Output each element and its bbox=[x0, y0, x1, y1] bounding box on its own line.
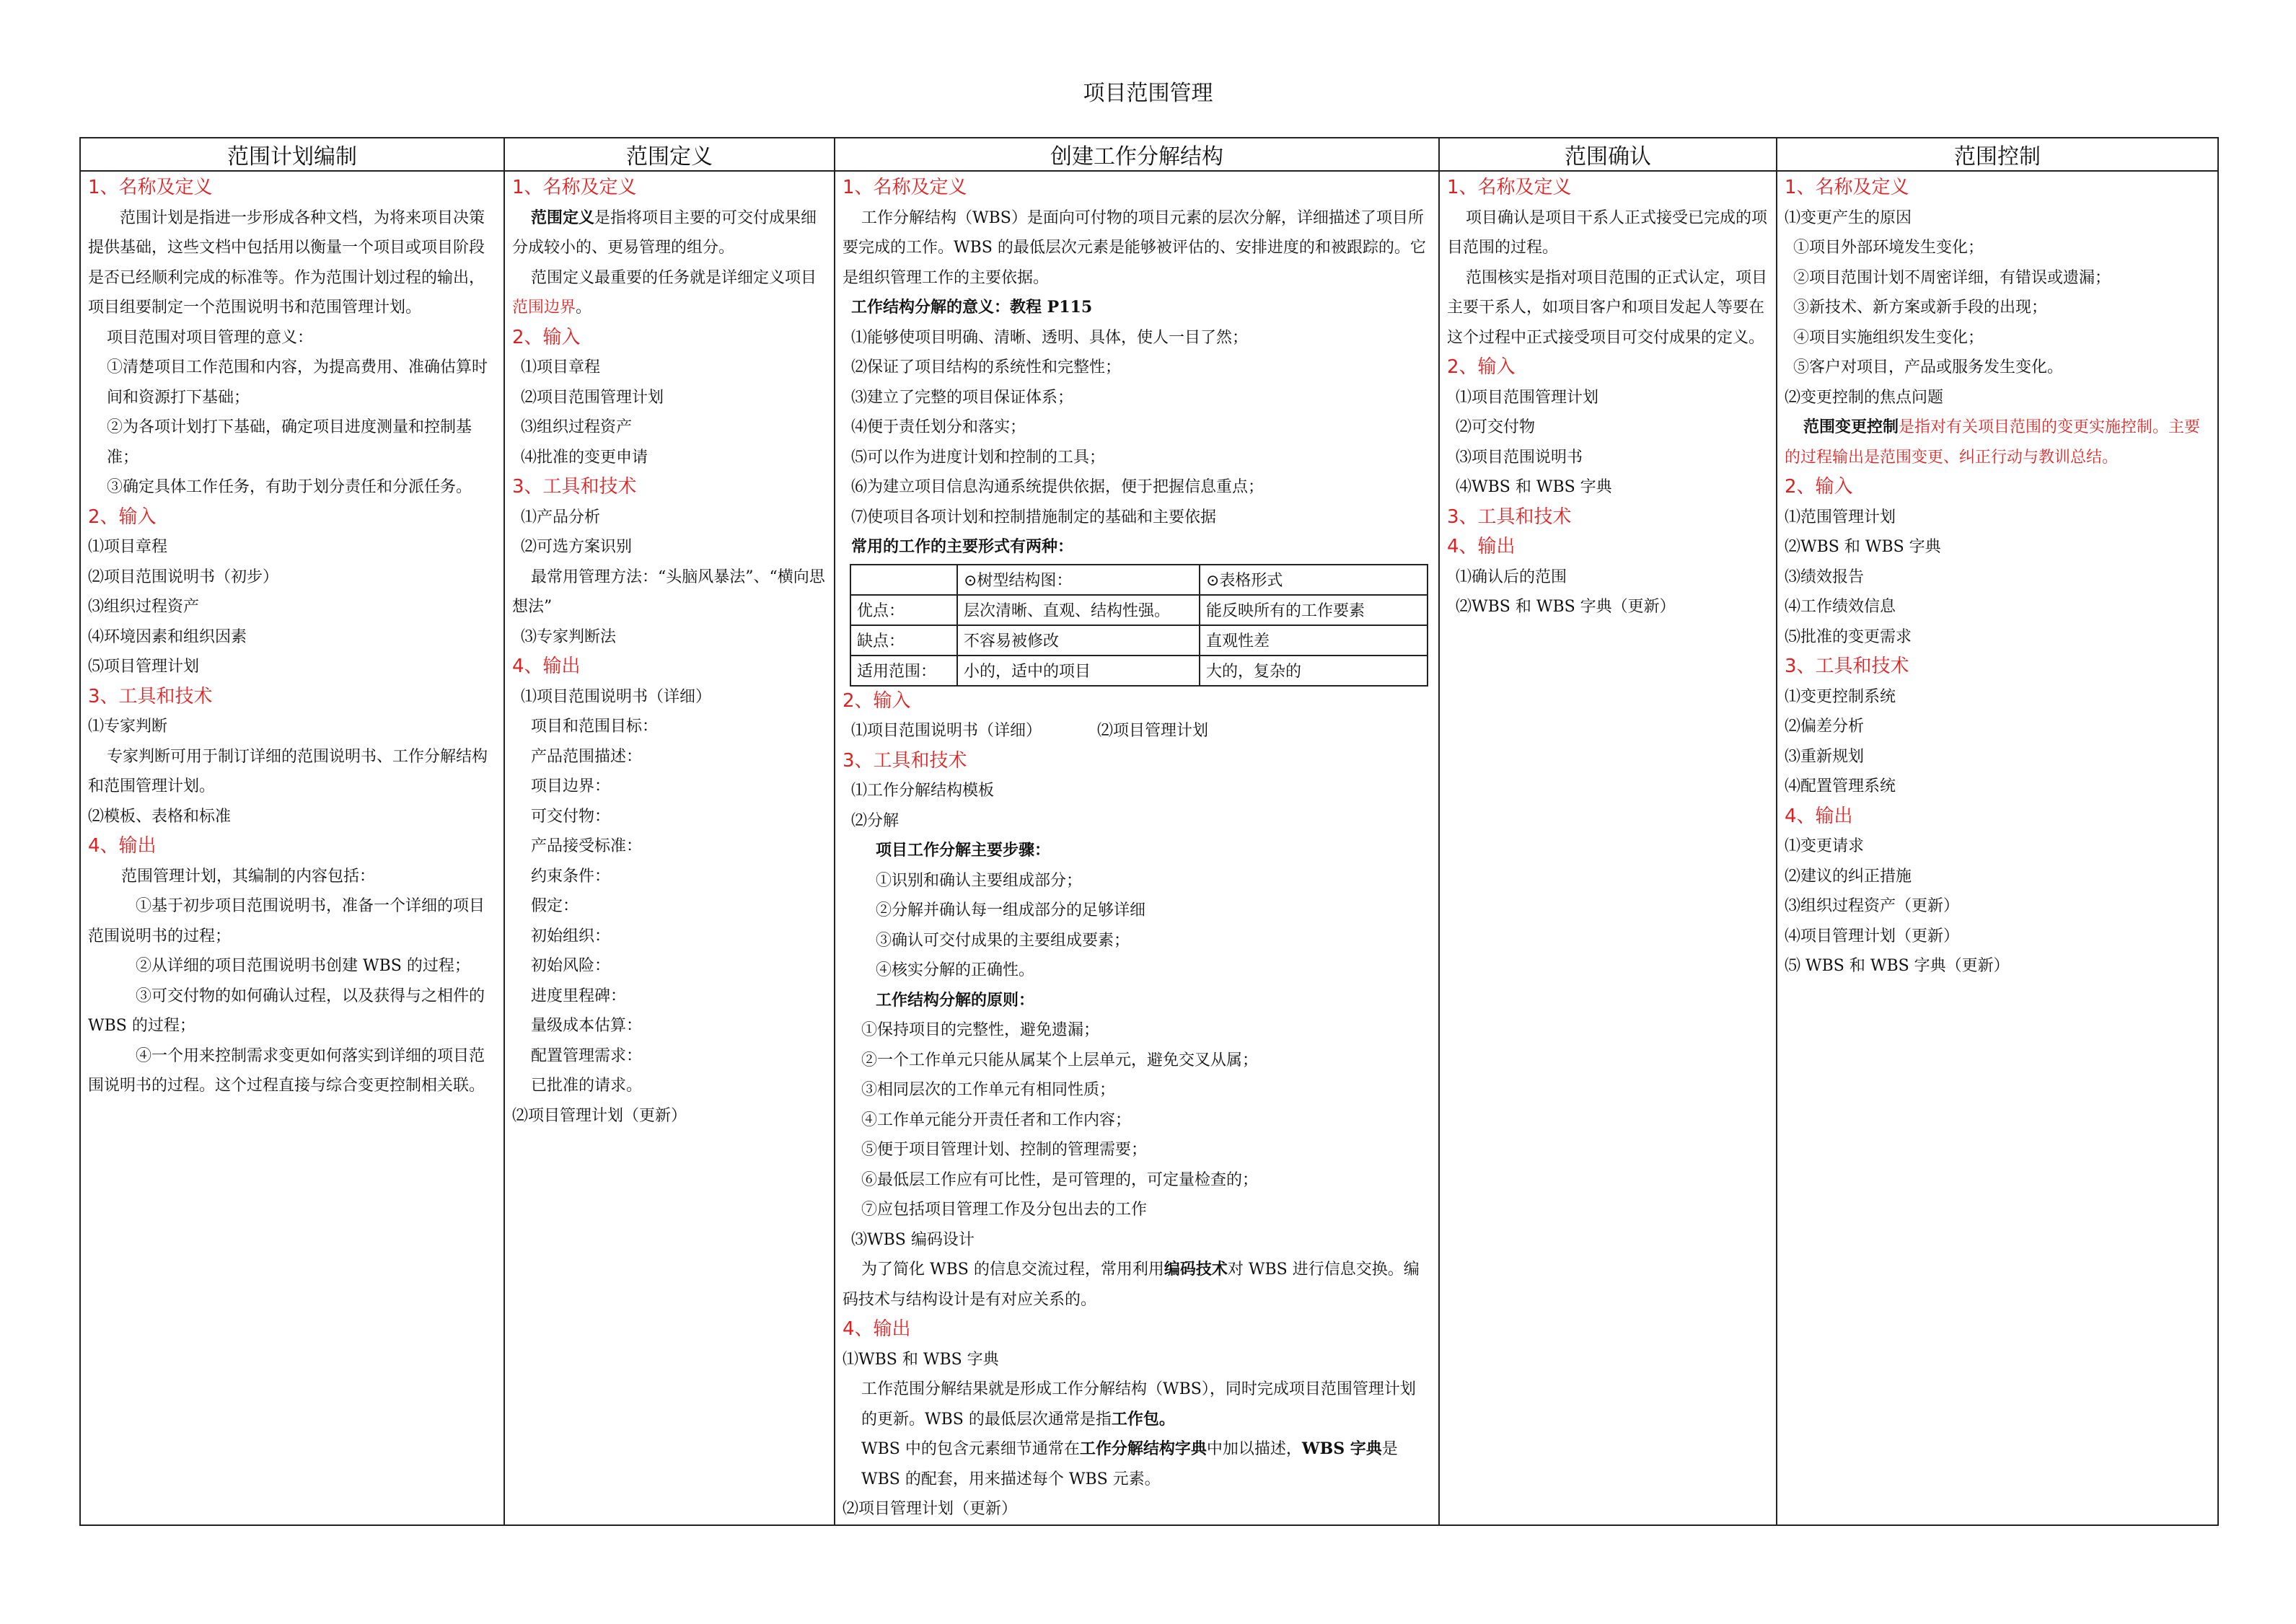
header-row bbox=[80, 138, 2218, 171]
text-line: 项目和范围目标： bbox=[531, 718, 659, 736]
text-span: WBS 中的包含元素细节通常在 bbox=[861, 1440, 1080, 1458]
text-line: ①基于初步项目范围说明书，准备一个详细的项目范围说明书的过程； bbox=[88, 897, 485, 945]
text-line: ⑶组织过程资产 bbox=[521, 418, 633, 436]
table-cell: 小的，适中的项目 bbox=[957, 656, 1200, 686]
text-line: ⑶WBS 编码设计 bbox=[851, 1230, 975, 1249]
text-span: 是 WBS 的配套，用来描述每个 WBS 元素。 bbox=[861, 1440, 1398, 1488]
page-title: 项目范围管理 bbox=[1083, 81, 1213, 106]
text-line: ⑤便于项目管理计划、控制的管理需要； bbox=[861, 1141, 1148, 1159]
section-heading: 2、输入 bbox=[88, 506, 157, 528]
table-cell: ⊙表格形式 bbox=[1200, 565, 1428, 595]
text-line: ①项目外部环境发生变化； bbox=[1793, 239, 1984, 257]
text-line: 常用的工作的主要形式有两种： bbox=[851, 537, 1074, 556]
text-span: 工作包。 bbox=[1111, 1409, 1175, 1429]
text-line: 项目工作分解主要步骤： bbox=[876, 841, 1051, 860]
text-line: ⑵项目管理计划（更新） bbox=[843, 1500, 1018, 1518]
text-line: ⑶组织过程资产 bbox=[88, 598, 200, 616]
text-span: 对 WBS 进行信息交换。编码技术与结构设计是有对应关系的。 bbox=[843, 1261, 1420, 1309]
section-heading: 3、工具和技术 bbox=[1785, 656, 1909, 677]
text-line: ⑷配置管理系统 bbox=[1785, 777, 1896, 795]
table-cell: 能反映所有的工作要素 bbox=[1200, 595, 1428, 625]
text-line: ⑵偏差分析 bbox=[1785, 718, 1865, 736]
text-line: ⑴能够使项目明确、清晰、透明、具体，使人一目了然； bbox=[851, 328, 1249, 347]
text-line: ⑷便于责任划分和落实； bbox=[851, 418, 1026, 436]
text-line: 可交付物： bbox=[531, 807, 611, 826]
table-cell: 优点： bbox=[850, 595, 957, 625]
column-scope-verification bbox=[1439, 171, 1777, 1525]
section-heading: 4、输出 bbox=[1785, 805, 1853, 827]
text-line: ⑴变更控制系统 bbox=[1785, 687, 1896, 706]
text-span: 工作分解结构字典 bbox=[1079, 1439, 1207, 1458]
section-heading: 1、名称及定义 bbox=[1447, 177, 1572, 198]
text-line: ⑴确认后的范围 bbox=[1456, 568, 1567, 586]
text-line: ⑵建议的纠正措施 bbox=[1785, 867, 1912, 886]
text-line: ③新技术、新方案或新手段的出现； bbox=[1793, 299, 2048, 317]
text-line: 工作结构分解的原则： bbox=[876, 990, 1035, 1010]
section-heading: 4、输出 bbox=[1447, 536, 1516, 557]
text-line: 范围管理计划，其编制的内容包括： bbox=[121, 867, 376, 886]
text-line: 项目范围对项目管理的意义： bbox=[107, 328, 314, 347]
table-cell: 适用范围： bbox=[850, 656, 957, 686]
text-line bbox=[843, 1374, 1431, 1434]
text-line: ⑵变更控制的焦点问题 bbox=[1785, 388, 1944, 407]
text-line: ⑹为建立项目信息沟通系统提供依据，便于把握信息重点； bbox=[851, 478, 1264, 496]
text-span: 范围定义 bbox=[531, 208, 595, 227]
column-scope-definition bbox=[504, 171, 835, 1525]
text-line: ⑴项目范围说明书（详细） bbox=[521, 687, 712, 706]
text-line: ⑴项目章程 bbox=[88, 538, 168, 556]
section-heading: 1、名称及定义 bbox=[1785, 177, 1909, 198]
text-line: ③可交付物的如何确认过程，以及获得与之相件的 WBS 的过程； bbox=[88, 987, 485, 1035]
text-line: ⑵分解 bbox=[851, 811, 900, 830]
text-line: ②项目范围计划不周密详细，有错误或遗漏； bbox=[1793, 268, 2111, 287]
text-line: ⑴专家判断 bbox=[88, 718, 168, 736]
section-heading: 3、工具和技术 bbox=[843, 749, 967, 772]
text-line: 范围核实是指对项目范围的正式认定，项目主要干系人，如项目客户和项目发起人等要在这个过程中正式接受项目可交付成果的定义。 bbox=[1447, 268, 1768, 347]
text-line: ④工作单元能分开责任者和工作内容； bbox=[861, 1111, 1132, 1129]
section-heading: 4、输出 bbox=[88, 835, 157, 857]
text-line: ⑦应包括项目管理工作及分包出去的工作 bbox=[861, 1201, 1148, 1219]
text-line: ⑷项目管理计划（更新） bbox=[1785, 927, 1960, 945]
text-line: ⑴变更产生的原因 bbox=[1785, 208, 1912, 227]
table-cell: 层次清晰、直观、结构性强。 bbox=[957, 595, 1200, 625]
table-row bbox=[850, 565, 1428, 595]
text-line bbox=[512, 203, 827, 263]
section-heading: 3、工具和技术 bbox=[88, 685, 213, 707]
text-line: ⑶重新规划 bbox=[1785, 747, 1865, 766]
text-span: 。 bbox=[576, 299, 592, 317]
text-line: 产品范围描述： bbox=[531, 747, 643, 766]
text-span: 范围定义最重要的任务就是详细定义项目 bbox=[531, 268, 817, 287]
text-line: ⑵保证了项目结构的系统性和完整性； bbox=[851, 358, 1122, 376]
section-heading: 3、工具和技术 bbox=[1447, 506, 1572, 528]
section-heading: 1、名称及定义 bbox=[88, 177, 213, 198]
table-cell: 缺点： bbox=[850, 625, 957, 656]
text-line: ⑵可交付物 bbox=[1456, 418, 1536, 436]
text-line: ⑵WBS 和 WBS 字典 bbox=[1785, 538, 1941, 556]
column-scope-control bbox=[1777, 171, 2218, 1525]
text-line bbox=[1785, 412, 2210, 472]
text-line: ⑵项目范围管理计划 bbox=[521, 388, 664, 407]
text-line: ⑥最低层工作应有可比性，是可管理的，可定量检查的； bbox=[861, 1170, 1259, 1189]
header-create-wbs: 创建工作分解结构 bbox=[835, 138, 1439, 171]
section-heading: 3、工具和技术 bbox=[512, 476, 637, 498]
section-heading: 2、输入 bbox=[843, 689, 911, 712]
text-line: 约束条件： bbox=[531, 867, 611, 886]
table-cell: 不容易被修改 bbox=[957, 625, 1200, 656]
table-row bbox=[850, 625, 1428, 656]
text-span: 中加以描述， bbox=[1206, 1440, 1302, 1458]
text-line: ⑵WBS 和 WBS 字典（更新） bbox=[1456, 598, 1676, 616]
text-line: ⑤客户对项目，产品或服务发生变化。 bbox=[1793, 358, 2064, 376]
text-line: 初始风险： bbox=[531, 957, 611, 975]
text-line: ⑶绩效报告 bbox=[1785, 568, 1865, 586]
text-line: ⑶项目范围说明书 bbox=[1456, 448, 1583, 467]
text-line: ⑸批准的变更需求 bbox=[1785, 627, 1912, 646]
section-heading: 2、输入 bbox=[1447, 356, 1516, 378]
text-line: ⑷工作绩效信息 bbox=[1785, 598, 1896, 616]
text-line: ⑴变更请求 bbox=[1785, 837, 1865, 855]
text-line: 假定： bbox=[531, 897, 579, 915]
text-line: 项目确认是项目干系人正式接受已完成的项目范围的过程。 bbox=[1447, 208, 1768, 257]
text-line: ⑸ WBS 和 WBS 字典（更新） bbox=[1785, 957, 2010, 975]
text-line: ⑴工作分解结构模板 bbox=[851, 782, 995, 800]
header-scope-verification: 范围确认 bbox=[1439, 138, 1777, 171]
text-line: 工作分解结构（WBS）是面向可付物的项目元素的层次分解，详细描述了项目所要完成的工作。WBS 的最低层次元素是能够被评估的、安排进度的和被跟踪的。它是组织管理工作的主要依据。 bbox=[843, 208, 1426, 287]
table-row bbox=[850, 595, 1428, 625]
text-span: 范围变更控制 bbox=[1803, 418, 1899, 436]
text-line: ⑸可以作为进度计划和控制的工具； bbox=[851, 448, 1106, 467]
section-heading: 4、输出 bbox=[512, 656, 581, 677]
text-line bbox=[512, 263, 827, 323]
text-line: ⑺使项目各项计划和控制措施制定的基础和主要依据 bbox=[851, 508, 1217, 526]
text-line bbox=[843, 1255, 1431, 1315]
text-line: 进度里程碑： bbox=[531, 987, 627, 1005]
header-scope-definition: 范围定义 bbox=[504, 138, 835, 171]
text-span: 范围边界 bbox=[512, 299, 576, 317]
column-create-wbs bbox=[835, 171, 1439, 1525]
text-line: ①识别和确认主要组成部分； bbox=[876, 871, 1083, 890]
text-line: ②分解并确认每一组成部分的足够详细 bbox=[876, 901, 1146, 919]
text-line: ③相同层次的工作单元有相同性质； bbox=[861, 1081, 1116, 1099]
text-line: 初始组织： bbox=[531, 927, 611, 945]
text-line: 工作结构分解的意义：教程 P115 bbox=[851, 298, 1093, 317]
text-line: ④核实分解的正确性。 bbox=[876, 961, 1035, 979]
text-line: ⑴范围管理计划 bbox=[1785, 508, 1896, 526]
text-line: 量级成本估算： bbox=[531, 1017, 643, 1035]
text-line: ⑵模板、表格和标准 bbox=[88, 807, 232, 826]
text-span: 编码技术 bbox=[1164, 1260, 1228, 1279]
text-span: 为了简化 WBS 的信息交流过程，常用利用 bbox=[861, 1261, 1164, 1279]
text-line: ⑷批准的变更申请 bbox=[521, 448, 648, 467]
text-line: ⑶建立了完整的项目保证体系； bbox=[851, 388, 1074, 407]
text-line: 项目边界： bbox=[531, 777, 611, 795]
text-line: ④一个用来控制需求变更如何落实到详细的项目范围说明书的过程。这个过程直接与综合变更控制相关联。 bbox=[88, 1046, 485, 1095]
content-row bbox=[80, 171, 2218, 1525]
text-line: 范围计划是指进一步形成各种文档，为将来项目决策提供基础，这些文档中包括用以衡量一个项目或项目阶段是否已经顺利完成的标准等。作为范围计划过程的输出，项目组要制定一个范围说明书和范围管理计划。 bbox=[88, 208, 485, 317]
text-line: ⑵项目范围说明书（初步） bbox=[88, 568, 279, 586]
section-heading: 1、名称及定义 bbox=[512, 177, 637, 198]
text-line: ④项目实施组织发生变化； bbox=[1793, 328, 1984, 347]
section-heading: 2、输入 bbox=[1785, 476, 1853, 498]
text-line: ⑷环境因素和组织因素 bbox=[88, 627, 247, 646]
text-line: ②为各项计划打下基础，确定项目进度测量和控制基准； bbox=[107, 418, 472, 467]
column-scope-planning bbox=[80, 171, 504, 1525]
text-line: ⑷WBS 和 WBS 字典 bbox=[1456, 478, 1612, 496]
text-line: ⑸项目管理计划 bbox=[88, 658, 200, 676]
text-line: 专家判断可用于制订详细的范围说明书、工作分解结构和范围管理计划。 bbox=[88, 747, 488, 795]
table-cell bbox=[850, 565, 957, 595]
text-line: ⑶专家判断法 bbox=[521, 627, 617, 646]
text-line: ⑴项目章程 bbox=[521, 358, 601, 376]
text-line: ③确定具体工作任务，有助于划分责任和分派任务。 bbox=[107, 478, 472, 496]
text-span: 工作范围分解结果就是形成工作分解结构（WBS），同时完成项目范围管理计划的更新。WBS 的最低层次通常是指 bbox=[861, 1380, 1416, 1429]
text-line: ③确认可交付成果的主要组成要素； bbox=[876, 931, 1130, 950]
text-line: ⑵可选方案识别 bbox=[521, 538, 633, 556]
wbs-forms-table bbox=[850, 564, 1428, 687]
text-line bbox=[843, 1434, 1431, 1494]
table-row bbox=[850, 656, 1428, 686]
text-line: ①清楚项目工作范围和内容，为提高费用、准确估算时间和资源打下基础； bbox=[107, 358, 488, 407]
text-line: ①保持项目的完整性，避免遗漏； bbox=[861, 1021, 1100, 1039]
text-line: ⑴项目范围管理计划 bbox=[1456, 388, 1599, 407]
scope-management-table bbox=[79, 137, 2219, 1526]
text-line: 配置管理需求： bbox=[531, 1046, 643, 1065]
text-span: 是指将项目主要的可交付成果细分成较小的、更易管理的组分。 bbox=[512, 208, 817, 257]
text-line: ⑴项目范围说明书（详细） ⑵项目管理计划 bbox=[851, 722, 1209, 740]
table-cell: 大的，复杂的 bbox=[1200, 656, 1428, 686]
text-line: 产品接受标准： bbox=[531, 837, 643, 855]
text-line: ⑵项目管理计划（更新） bbox=[512, 1106, 687, 1125]
text-line: 已批准的请求。 bbox=[531, 1077, 643, 1095]
table-cell: ⊙树型结构图： bbox=[957, 565, 1200, 595]
text-line: ②一个工作单元只能从属某个上层单元，避免交叉从属； bbox=[861, 1051, 1259, 1069]
section-heading: 2、输入 bbox=[512, 326, 581, 348]
header-scope-planning: 范围计划编制 bbox=[80, 138, 504, 171]
section-heading: 1、名称及定义 bbox=[843, 177, 967, 198]
text-span: WBS 字典 bbox=[1301, 1439, 1382, 1458]
section-heading: 4、输出 bbox=[843, 1318, 911, 1340]
table-cell: 直观性差 bbox=[1200, 625, 1428, 656]
text-line: ⑴产品分析 bbox=[521, 508, 601, 526]
text-span: 是指对有关项目范围的变更实施控制。主要的过程输出是范围变更、纠正行动与教训总结。 bbox=[1785, 418, 2201, 467]
text-line: ⑶组织过程资产（更新） bbox=[1785, 897, 1960, 915]
text-line: ②从详细的项目范围说明书创建 WBS 的过程； bbox=[120, 957, 470, 975]
text-line: 最常用管理方法：“头脑风暴法”、“横向思想法” bbox=[512, 568, 825, 616]
text-line: ⑴WBS 和 WBS 字典 bbox=[843, 1350, 999, 1369]
header-scope-control: 范围控制 bbox=[1777, 138, 2218, 171]
